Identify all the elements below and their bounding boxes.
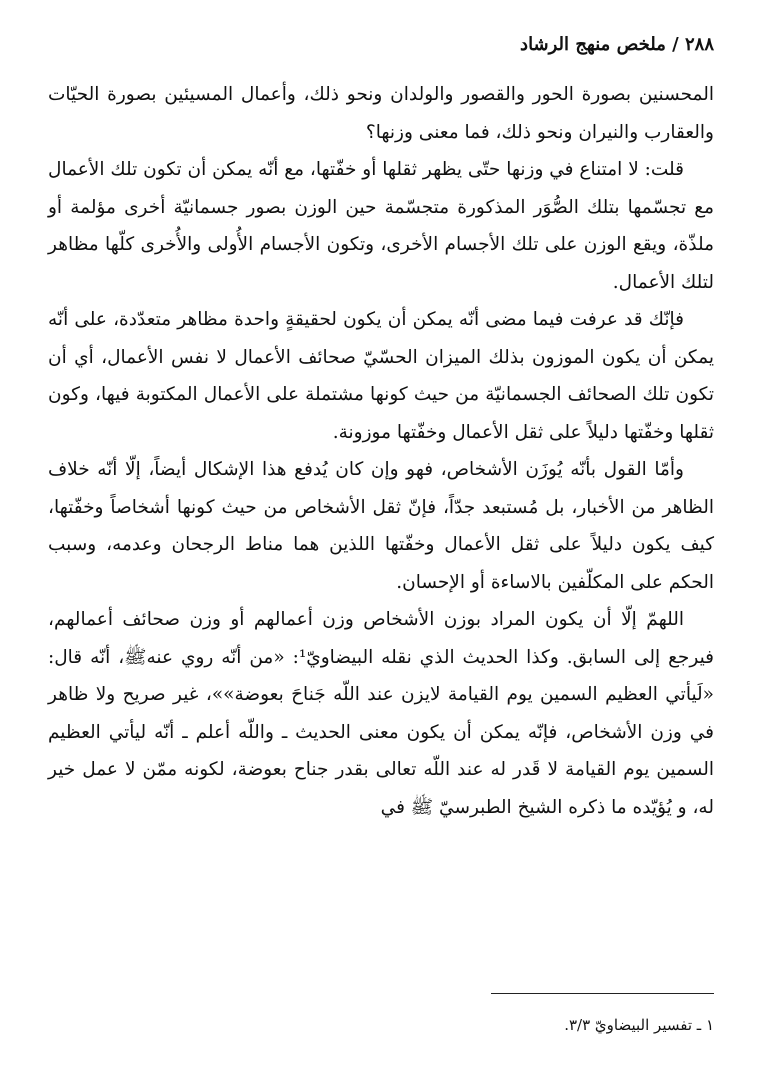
paragraph: قلت: لا امتناع في وزنها حتّى يظهر ثقلها أو خفّتها، مع أنّه يمكن أن تكون تلك الأعمال مع تجسّمها بتلك الصُّوَر المذكورة متجسّمة حين الوزن بصور جسمانيّة أخرى مؤلمة أو ملذّة، ويقع الوزن على تلك الأجسام الأخرى، وتكون الأجسام الأُولى والأُخرى كلّها مظاهر لتلك الأعمال. — [48, 159, 714, 293]
book-title: ملخص منهج الرشاد — [520, 34, 666, 55]
header-separator: / — [672, 34, 679, 55]
paragraph: اللهمّ إلّا أن يكون المراد بوزن الأشخاص وزن أعمالهم أو وزن صحائف أعمالهم، فيرجع إلى السابق. وكذا الحديث الذي نقله البيضاويّ¹: «من أنّه روي عنهﷺ، أنّه قال: «لَيأتي العظيم السمين يوم القيامة لايزن عند اللّه جَناحَ بعوضة»»، غير صريح ولا ظاهر في وزن الأشخاص، فإنّه يمكن أن يكون معنى الحديث ـ واللّه أعلم ـ أنّه ليأتي العظيم السمين يوم القيامة لا قَدر له عند اللّه تعالى بقدر جناح بعوضة، لكونه ممّن لا عمل خير له، و يُؤيّده ما ذكره الشيخ الطبرسيّ ﷺ في — [48, 609, 715, 818]
paragraph: وأمّا القول بأنّه يُوزَن الأشخاص، فهو وإن كان يُدفع هذا الإشكال أيضاً، إلّا أنّه خلاف الظاهر من الأخبار، بل مُستبعد جدّاً، فإنّ ثقل الأشخاص من حيث كونها أشخاصاً وخفّتها، كيف يكون دليلاً على ثقل الأعمال وخفّتها اللذين هما مناط الرجحان وعدمه، وسبب الحكم على المكلّفين بالاساءة أو الإحسان. — [48, 459, 714, 593]
footnote: ١ ـ تفسير البيضاويّ ٣/٣. — [564, 1016, 714, 1034]
main-text — [48, 76, 714, 826]
page-header — [48, 30, 714, 60]
footnote-divider — [491, 993, 714, 994]
paragraph: فإنّك قد عرفت فيما مضى أنّه يمكن أن يكون لحقيقةٍ واحدة مظاهر متعدّدة، على أنّه يمكن أن يكون الموزون بذلك الميزان الحسّيّ صحائف الأعمال لا نفس الأعمال، أي أن تكون تلك الصحائف الجسمانيّة من حيث كونها مشتملة على الأعمال المكتوبة فيها، وكون ثقلها وخفّتها دليلاً على ثقل الأعمال وخفّتها موزونة. — [48, 309, 714, 443]
paragraph: المحسنين بصورة الحور والقصور والولدان ونحو ذلك، وأعمال المسيئين بصورة الحيّات والعقارب والنيران ونحو ذلك، فما معنى وزنها؟ — [48, 84, 714, 143]
page-number: ٢٨٨ — [684, 34, 714, 55]
